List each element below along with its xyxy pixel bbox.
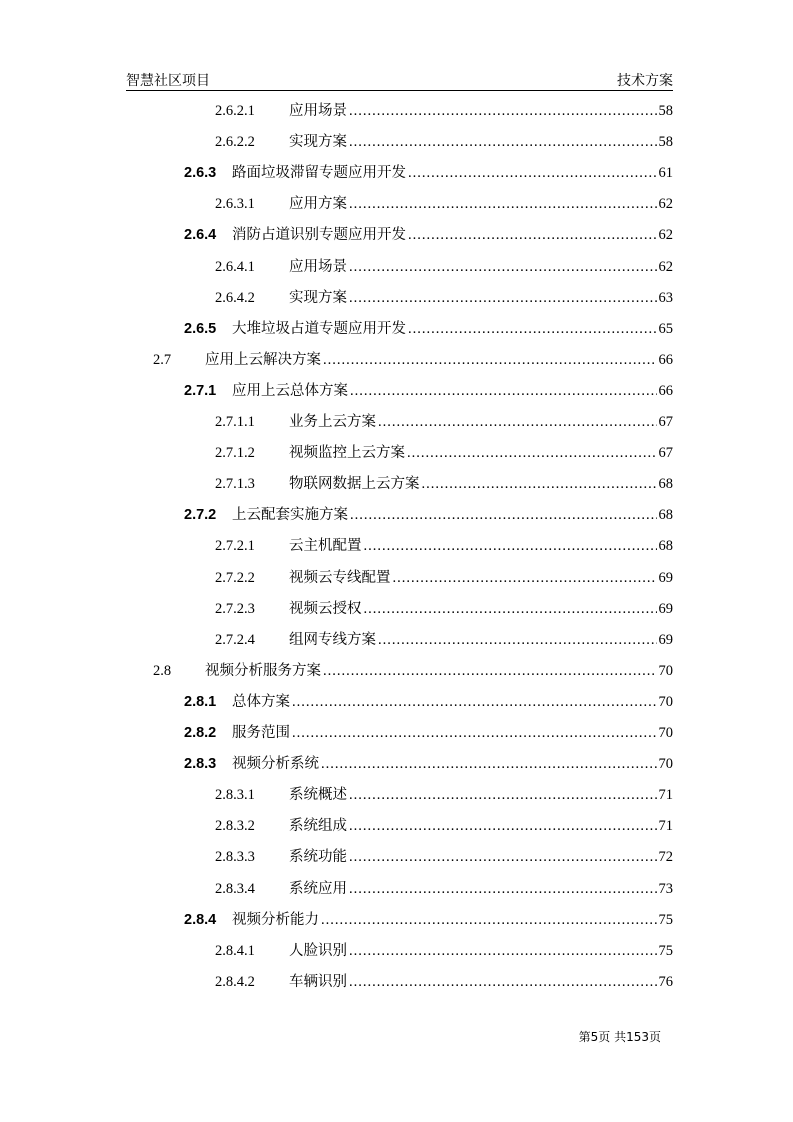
toc-entry-title: 系统概述	[289, 787, 347, 804]
toc-entry-title: 应用场景	[289, 258, 347, 275]
toc-entry-title: 系统功能	[289, 849, 347, 866]
toc-entry-page: 69	[658, 600, 673, 617]
toc-entry-title: 消防占道识别专题应用开发	[232, 227, 406, 244]
toc-leader-dots	[349, 811, 657, 842]
toc-entry-number: 2.8.3	[184, 756, 217, 773]
toc-leader-dots	[292, 687, 657, 718]
toc-entry-page: 70	[658, 725, 673, 741]
toc-entry[interactable]	[0, 842, 793, 873]
toc-entry-number: 2.6.4.2	[215, 289, 255, 306]
footer-current-page: 5	[590, 1030, 599, 1044]
toc-entry-title: 视频监控上云方案	[289, 445, 405, 462]
toc-leader-dots	[408, 314, 657, 345]
toc-entry-page: 68	[658, 507, 673, 524]
toc-entry-number: 2.7.1.3	[215, 476, 255, 493]
toc-entry-page: 66	[658, 351, 673, 368]
toc-entry-title: 业务上云方案	[289, 414, 376, 430]
toc-entry-title: 视频分析系统	[232, 756, 319, 773]
toc-entry-number: 2.8.3.1	[215, 787, 255, 804]
toc-entry-page: 72	[658, 849, 673, 866]
toc-leader-dots	[349, 252, 657, 283]
toc-entry[interactable]	[0, 811, 793, 842]
toc-entry-title: 物联网数据上云方案	[289, 476, 420, 493]
toc-entry-page: 58	[658, 103, 673, 119]
toc-entry-page: 76	[658, 973, 673, 990]
toc-entry[interactable]	[0, 594, 793, 625]
toc-leader-dots	[323, 656, 657, 687]
toc-entry[interactable]	[0, 96, 793, 127]
toc-leader-dots	[350, 376, 657, 407]
toc-entry-number: 2.8.1	[184, 693, 217, 710]
toc-entry-title: 大堆垃圾占道专题应用开发	[232, 320, 406, 337]
toc-entry[interactable]	[0, 718, 793, 749]
toc-entry-number: 2.7.2.2	[215, 569, 255, 586]
toc-leader-dots	[323, 345, 657, 376]
toc-leader-dots	[349, 96, 657, 127]
toc-entry-page: 65	[658, 320, 673, 337]
footer-mid: 页 共	[598, 1030, 627, 1044]
toc-entry-page: 63	[658, 289, 673, 306]
toc-entry[interactable]	[0, 407, 793, 438]
toc-entry-number: 2.8.3.2	[215, 818, 255, 835]
toc-entry-number: 2.6.5	[184, 320, 217, 337]
toc-entry-number: 2.7.1.2	[215, 445, 255, 462]
toc-entry[interactable]	[0, 563, 793, 594]
toc-entry-title: 视频云授权	[289, 600, 362, 617]
toc-leader-dots	[408, 220, 657, 251]
toc-entry-number: 2.8	[153, 662, 172, 679]
toc-entry-number: 2.8.4	[184, 911, 217, 928]
toc-entry-title: 人脸识别	[289, 942, 347, 959]
toc-entry[interactable]	[0, 625, 793, 656]
toc-entry[interactable]	[0, 283, 793, 314]
toc-leader-dots	[349, 967, 657, 998]
toc-leader-dots	[393, 563, 657, 594]
toc-entry-page: 61	[658, 165, 673, 182]
toc-leader-dots	[349, 189, 657, 220]
toc-leader-dots	[407, 438, 657, 469]
toc-entry-page: 75	[658, 942, 673, 959]
toc-entry-number: 2.6.4	[184, 227, 217, 244]
toc-entry[interactable]	[0, 687, 793, 718]
toc-entry[interactable]	[0, 158, 793, 189]
toc-entry-number: 2.8.4.2	[215, 973, 255, 990]
toc-leader-dots	[349, 936, 657, 967]
toc-entry[interactable]	[0, 936, 793, 967]
toc-entry-page: 67	[658, 445, 673, 462]
toc-leader-dots	[350, 500, 657, 531]
toc-entry-title: 路面垃圾滞留专题应用开发	[232, 165, 406, 182]
toc-entry-number: 2.7.2	[184, 507, 217, 524]
toc-entry-page: 62	[658, 227, 673, 244]
toc-entry[interactable]	[0, 749, 793, 780]
toc-entry-title: 实现方案	[289, 134, 347, 151]
toc-entry-number: 2.6.4.1	[215, 258, 255, 275]
toc-entry-number: 2.7.2.3	[215, 600, 255, 617]
toc-entry-page: 68	[658, 476, 673, 493]
toc-entry-title: 应用上云解决方案	[205, 351, 321, 368]
toc-entry-number: 2.8.4.1	[215, 942, 255, 959]
toc-leader-dots	[349, 842, 657, 873]
toc-entry-page: 68	[658, 538, 673, 555]
toc-leader-dots	[422, 469, 657, 500]
toc-entry-title: 车辆识别	[289, 973, 347, 990]
toc-entry[interactable]	[0, 531, 793, 562]
toc-entry-title: 系统应用	[289, 880, 347, 897]
toc-entry-number: 2.8.3.4	[215, 880, 255, 897]
toc-entry[interactable]	[0, 469, 793, 500]
toc-entry-title: 服务范围	[232, 725, 290, 741]
toc-entry-title: 应用场景	[289, 103, 347, 119]
toc-entry-page: 70	[658, 693, 673, 710]
footer-total-pages: 153	[626, 1030, 649, 1044]
toc-entry[interactable]	[0, 345, 793, 376]
page-header	[126, 68, 673, 91]
toc-entry-page: 62	[658, 258, 673, 275]
toc-entry-page: 62	[658, 196, 673, 213]
toc-entry-number: 2.6.2.2	[215, 134, 255, 151]
toc-entry[interactable]	[0, 656, 793, 687]
toc-leader-dots	[349, 780, 657, 811]
toc-entry-number: 2.6.3	[184, 165, 217, 182]
toc-entry-title: 组网专线方案	[289, 631, 376, 648]
toc-entry-title: 应用方案	[289, 196, 347, 213]
toc-entry[interactable]	[0, 252, 793, 283]
toc-entry-title: 视频分析能力	[232, 911, 319, 928]
toc-leader-dots	[364, 594, 657, 625]
toc-entry-page: 58	[658, 134, 673, 151]
page-footer	[0, 1028, 661, 1045]
toc-entry-number: 2.7.1	[184, 382, 217, 399]
toc-entry-title: 系统组成	[289, 818, 347, 835]
toc-entry-title: 云主机配置	[289, 538, 362, 555]
toc-entry-title: 应用上云总体方案	[232, 382, 348, 399]
toc-leader-dots	[378, 625, 657, 656]
toc-entry-number: 2.7.1.1	[215, 414, 255, 430]
toc-entry-number: 2.7.2.1	[215, 538, 255, 555]
toc-entry-number: 2.7.2.4	[215, 631, 255, 648]
toc-entry-page: 70	[658, 756, 673, 773]
toc-entry-title: 视频分析服务方案	[205, 662, 321, 679]
toc-leader-dots	[292, 718, 657, 749]
toc-entry-number: 2.7	[153, 351, 172, 368]
toc-entry-title: 上云配套实施方案	[232, 507, 348, 524]
toc-leader-dots	[349, 127, 657, 158]
toc-leader-dots	[321, 905, 657, 936]
toc-entry-page: 73	[658, 880, 673, 897]
header-project-name: 智慧社区项目	[126, 73, 210, 89]
toc-entry[interactable]	[0, 874, 793, 905]
toc-leader-dots	[378, 407, 657, 438]
toc-entry[interactable]	[0, 905, 793, 936]
toc-leader-dots	[349, 874, 657, 905]
toc-entry-page: 70	[658, 662, 673, 679]
toc-entry[interactable]	[0, 220, 793, 251]
toc-entry-page: 75	[658, 911, 673, 928]
toc-entry-title: 总体方案	[232, 693, 290, 710]
toc-leader-dots	[321, 749, 657, 780]
toc-leader-dots	[408, 158, 657, 189]
toc-entry[interactable]	[0, 780, 793, 811]
footer-prefix: 第	[578, 1030, 591, 1044]
toc-entry[interactable]	[0, 967, 793, 998]
toc-entry-number: 2.8.3.3	[215, 849, 255, 866]
toc-leader-dots	[349, 283, 657, 314]
toc-entry[interactable]	[0, 127, 793, 158]
toc-entry[interactable]	[0, 314, 793, 345]
toc-entry-title: 视频云专线配置	[289, 569, 391, 586]
toc-entry-number: 2.8.2	[184, 725, 217, 741]
toc-entry[interactable]	[0, 189, 793, 220]
toc-entry[interactable]	[0, 376, 793, 407]
footer-suffix: 页	[648, 1030, 661, 1044]
toc-entry-page: 69	[658, 569, 673, 586]
toc-leader-dots	[364, 531, 657, 562]
toc-entry-page: 66	[658, 382, 673, 399]
toc-entry-page: 71	[658, 818, 673, 835]
toc-entry-page: 67	[658, 414, 673, 430]
toc-entry-page: 71	[658, 787, 673, 804]
toc-entry-title: 实现方案	[289, 289, 347, 306]
toc-entry-page: 69	[658, 631, 673, 648]
toc-entry[interactable]	[0, 438, 793, 469]
toc-entry-number: 2.6.2.1	[215, 103, 255, 119]
header-doc-type: 技术方案	[617, 73, 673, 89]
toc-entry[interactable]	[0, 500, 793, 531]
toc-entry-number: 2.6.3.1	[215, 196, 255, 213]
